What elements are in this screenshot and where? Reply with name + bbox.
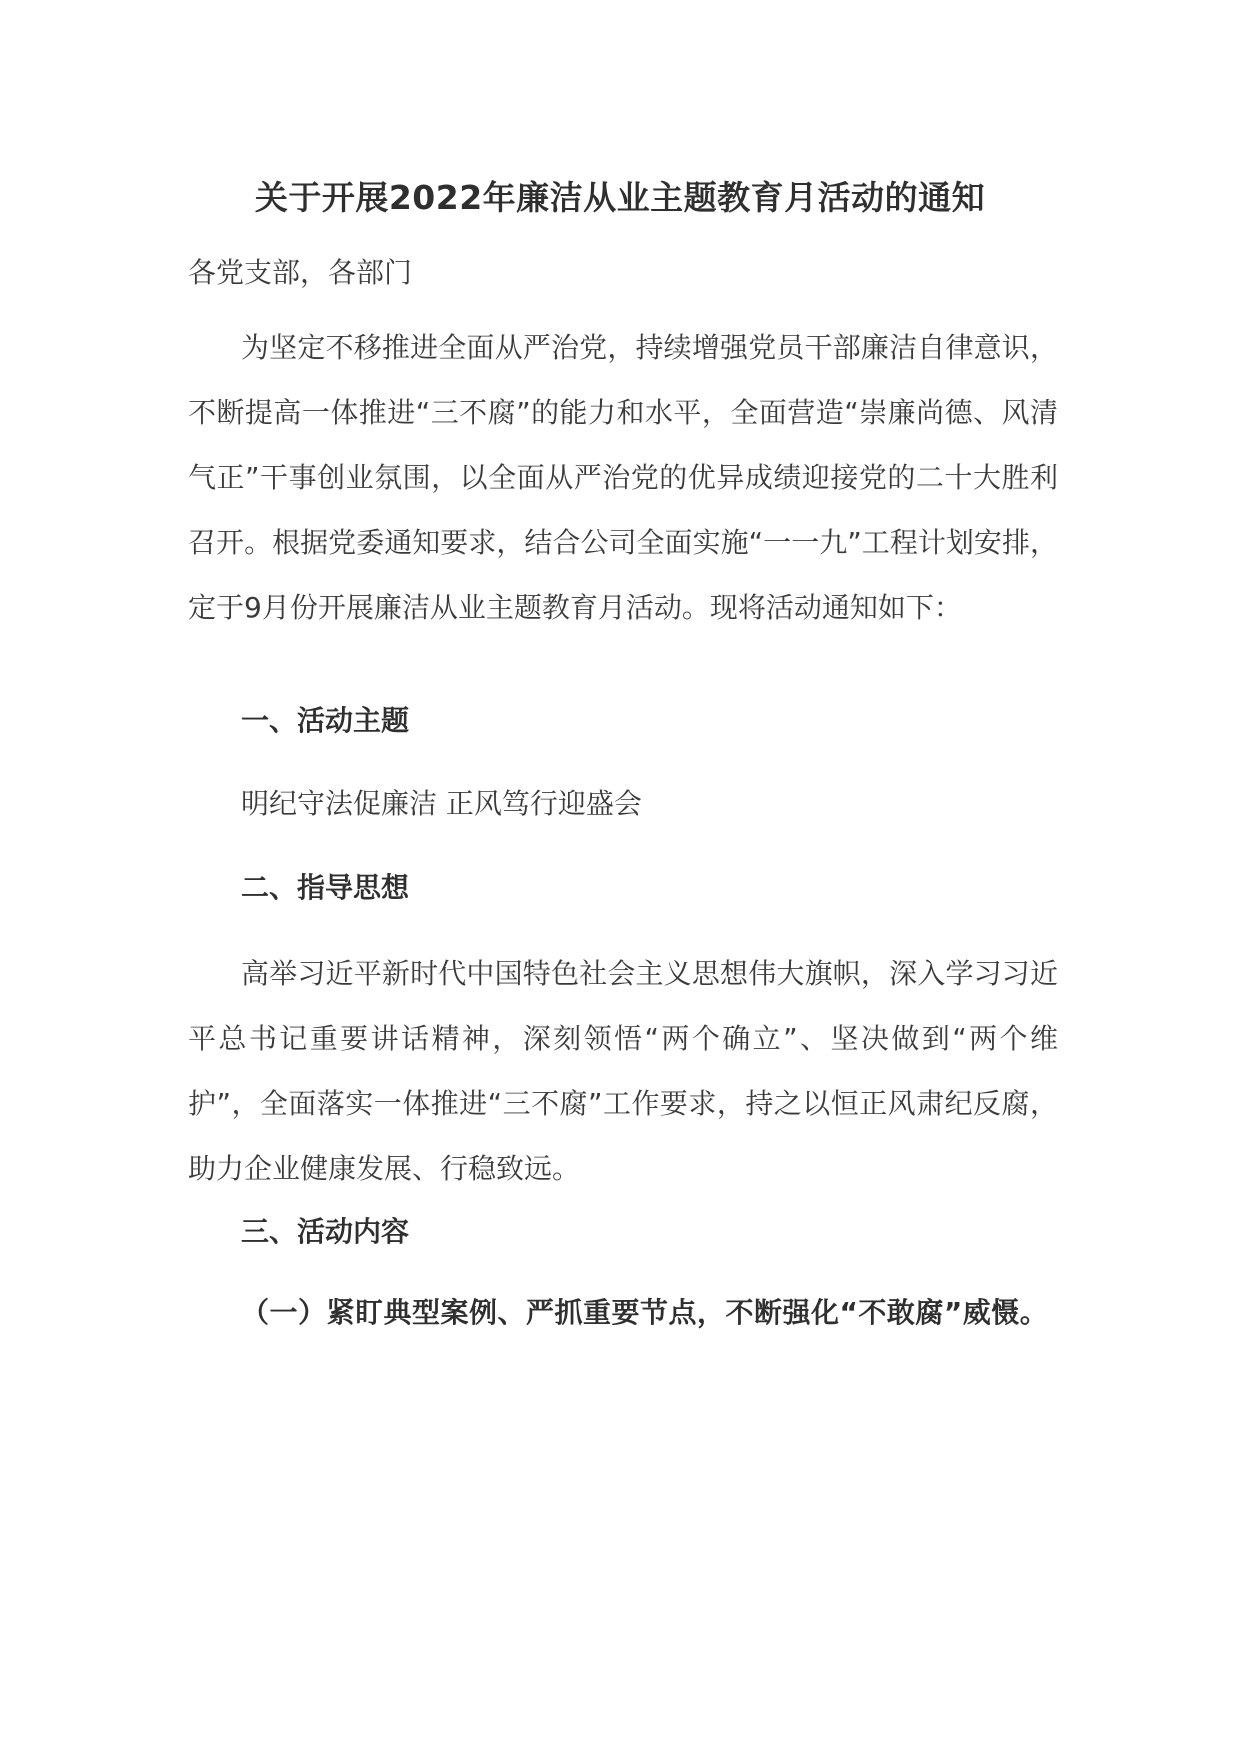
subsection-heading-1: （一）紧盯典型案例、严抓重要节点，不断强化“不敢腐”威慑。 — [241, 1296, 1049, 1329]
section-body-theme: 明纪守法促廉洁 正风笃行迎盛会 — [241, 787, 642, 820]
section-body-guiding-ideology: 高举习近平新时代中国特色社会主义思想伟大旗帜，深入学习习近平总书记重要讲话精神，深刻领悟“两个确立”、坚决做到“两个维护”，全面落实一体推进“三不腐”工作要求，持之以恒正风肃纪反腐，助力企业健康发展、行稳致远。 — [188, 957, 1058, 1185]
intro-paragraph: 为坚定不移推进全面从严治党，持续增强党员干部廉洁自律意识，不断提高一体推进“三不腐”的能力和水平，全面营造“崇廉尚德、风清气正”干事创业氛围，以全面从严治党的优异成绩迎接党的二十大胜利召开。根据党委通知要求，结合公司全面实施“一一九”工程计划安排，定于9月份开展廉洁从业主题教育月活动。现将活动通知如下： — [188, 331, 1058, 624]
document-title: 关于开展2022年廉洁从业主题教育月活动的通知 — [254, 178, 986, 217]
section-heading-guiding-ideology: 二、指导思想 — [241, 871, 410, 904]
section-heading-theme: 一、活动主题 — [241, 704, 410, 737]
recipients: 各党支部，各部门 — [188, 256, 413, 289]
section-heading-activity-content: 三、活动内容 — [241, 1215, 410, 1248]
